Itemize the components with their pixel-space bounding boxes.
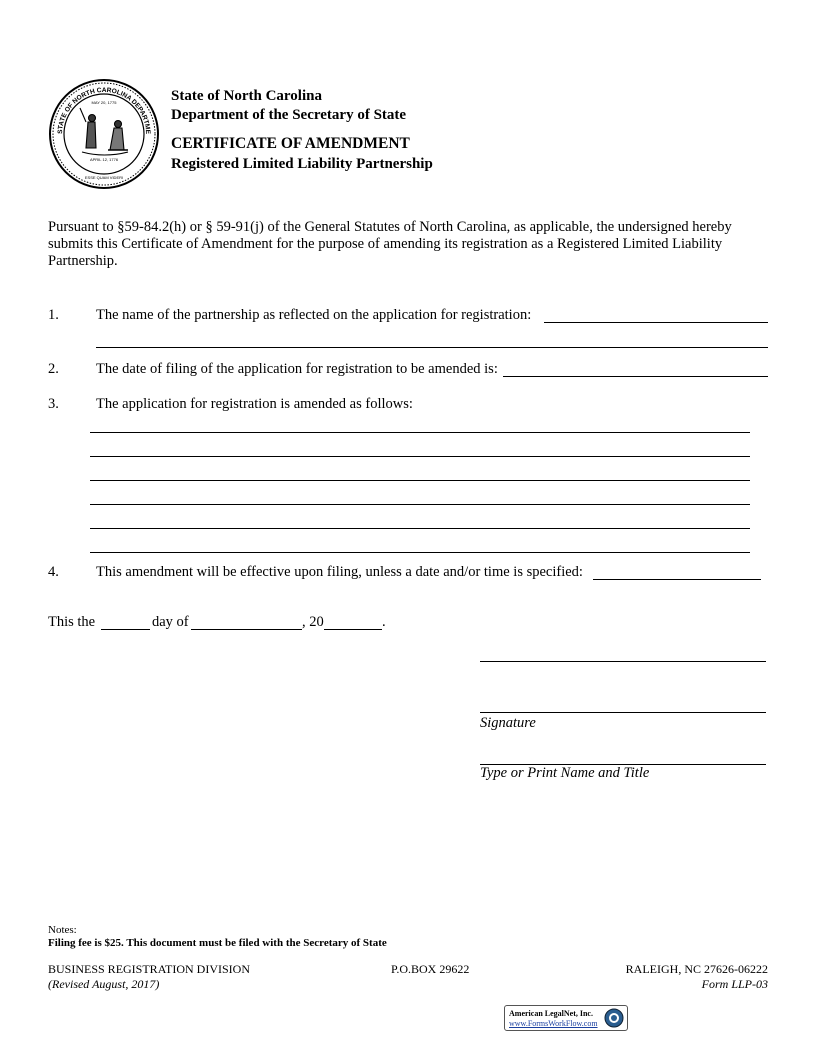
amendment-line-4[interactable] — [90, 504, 750, 505]
seal-top-date: MAY 20, 1775 — [91, 100, 117, 105]
footer-city: RALEIGH, NC 27626-06222 — [625, 962, 768, 976]
badge-company: American LegalNet, Inc. — [509, 1009, 593, 1018]
amendment-line-3[interactable] — [90, 480, 750, 481]
item-4-number: 4. — [48, 564, 59, 580]
month-field[interactable] — [191, 629, 302, 630]
globe-icon — [604, 1008, 624, 1028]
amendment-line-6[interactable] — [90, 552, 750, 553]
effective-date-field[interactable] — [593, 579, 761, 580]
item-2-number: 2. — [48, 361, 59, 377]
item-1-number: 1. — [48, 307, 59, 323]
partnership-name-field[interactable] — [544, 322, 768, 323]
partnership-name-field-line-2[interactable] — [96, 347, 768, 348]
filing-date-field[interactable] — [503, 376, 768, 377]
day-field[interactable] — [101, 629, 150, 630]
item-1-text: The name of the partnership as reflected on the application for registration: — [96, 307, 532, 323]
page-title: CERTIFICATE OF AMENDMENT — [171, 135, 410, 152]
date-line-year-prefix: , 20 — [302, 614, 324, 630]
footer-form-number: Form LLP-03 — [701, 977, 768, 991]
state-seal — [48, 78, 160, 190]
footer-division: BUSINESS REGISTRATION DIVISION — [48, 962, 251, 976]
date-line-period: . — [382, 614, 386, 630]
header-state: State of North Carolina — [171, 88, 322, 104]
amendment-line-5[interactable] — [90, 528, 750, 529]
item-3-number: 3. — [48, 396, 59, 412]
seal-graphic — [48, 78, 160, 190]
seal-outer-text: STATE OF NORTH CAROLINA DEPARTME — [56, 86, 152, 135]
page-subtitle: Registered Limited Liability Partnership — [171, 156, 433, 172]
notes-text: Filing fee is $25. This document must be filed with the Secretary of State — [48, 937, 387, 949]
item-2-text: The date of filing of the application for registration to be amended is: — [96, 361, 498, 377]
svg-text:STATE OF NORTH CAROLINA DEPART — [48, 78, 151, 135]
footer-revised: (Revised August, 2017) — [48, 977, 160, 991]
amendment-line-1[interactable] — [90, 432, 750, 433]
item-3-text: The application for registration is amended as follows: — [96, 396, 413, 412]
signature-field[interactable] — [480, 712, 766, 713]
year-field[interactable] — [324, 629, 382, 630]
print-name-label: Type or Print Name and Title — [480, 765, 650, 781]
amendment-line-2[interactable] — [90, 456, 750, 457]
american-legalnet-badge[interactable] — [504, 1005, 628, 1031]
signature-label: Signature — [480, 715, 536, 731]
header-department: Department of the Secretary of State — [171, 107, 407, 123]
badge-url-link[interactable]: www.FormsWorkFlow.com — [509, 1019, 598, 1028]
entity-name-field[interactable] — [480, 661, 766, 662]
seal-motto: ESSE QUAM VIDERI — [84, 175, 124, 180]
seal-bottom-date: APRIL 12, 1776 — [89, 157, 119, 162]
intro-paragraph: Pursuant to §59-84.2(h) or § 59-91(j) of the General Statutes of North Carolina, as applicable, the undersigned hereby submits this Certificate of Amendment for the purpose of amending its registration as a Registered Limited Liability Partnership. — [48, 219, 732, 269]
date-line-day-of: day of — [152, 614, 189, 630]
date-line-this-the: This the — [48, 614, 96, 630]
notes-label: Notes: — [48, 924, 77, 936]
footer-po-box: P.O.BOX 29622 — [391, 962, 470, 976]
item-4-text: This amendment will be effective upon filing, unless a date and/or time is specified: — [96, 564, 583, 580]
